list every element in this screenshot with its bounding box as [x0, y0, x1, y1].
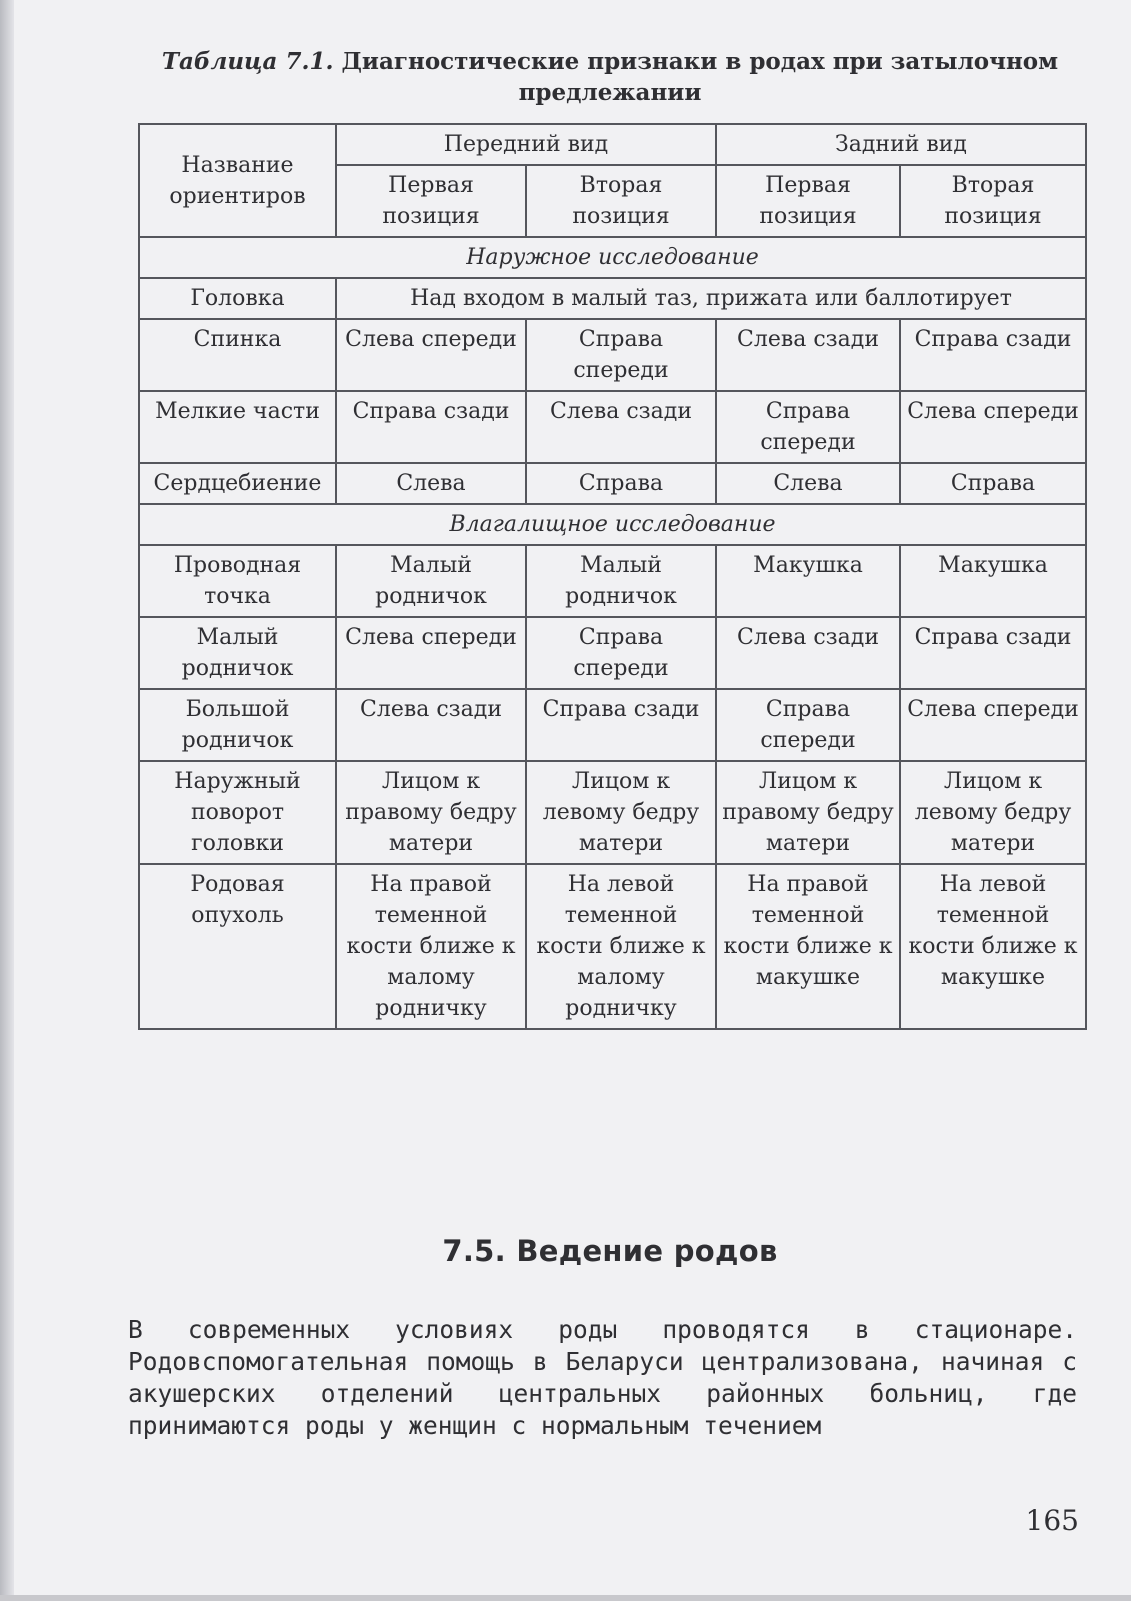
table-cell: Справа сзади: [336, 391, 526, 463]
table-cell: Лицом к правому бедру матери: [336, 761, 526, 864]
table-row: [139, 463, 1086, 504]
section-heading: 7.5. Ведение родов: [442, 1234, 778, 1268]
table-cell: Слева: [716, 463, 900, 504]
row-label: Проводная точка: [139, 545, 336, 617]
table-row: [139, 761, 1086, 864]
table-row: [139, 278, 1086, 319]
table-cell: Справа сзади: [526, 689, 716, 761]
header-anterior-first-position: Первая позиция: [336, 165, 526, 237]
table-caption: [130, 46, 1090, 108]
table-cell: Лицом к левому бедру матери: [900, 761, 1086, 864]
header-posterior-first-position: Первая позиция: [716, 165, 900, 237]
row-label: Малый родничок: [139, 617, 336, 689]
header-anterior-view: Передний вид: [336, 124, 716, 165]
table-cell: Справа: [526, 463, 716, 504]
table-row: [139, 864, 1086, 1029]
table-row: [139, 545, 1086, 617]
table-cell: На правой теменной кости ближе к макушке: [716, 864, 900, 1029]
table-cell: На левой теменной кости ближе к макушке: [900, 864, 1086, 1029]
row-label: Мелкие части: [139, 391, 336, 463]
row-label: Головка: [139, 278, 336, 319]
table-cell: Лицом к правому бедру матери: [716, 761, 900, 864]
table-cell: Справа спереди: [526, 319, 716, 391]
table-cell: Макушка: [716, 545, 900, 617]
table-cell: Малый родничок: [336, 545, 526, 617]
diagnostic-signs-table: [138, 123, 1087, 1030]
row-label: Наружный поворот головки: [139, 761, 336, 864]
table-row: [139, 689, 1086, 761]
table-cell: Слева сзади: [526, 391, 716, 463]
section-row-vaginal: [139, 504, 1086, 545]
row-label: Большой родничок: [139, 689, 336, 761]
row-label: Сердцебиение: [139, 463, 336, 504]
header-posterior-view: Задний вид: [716, 124, 1086, 165]
table-cell: Справа спереди: [716, 391, 900, 463]
section-label-external: Наружное исследование: [139, 237, 1086, 278]
table-cell: Макушка: [900, 545, 1086, 617]
header-landmark-name: Название ориентиров: [139, 124, 336, 237]
page-bottom-edge: [0, 1595, 1131, 1601]
table-cell: Малый родничок: [526, 545, 716, 617]
section-row-external: [139, 237, 1086, 278]
table-cell: Справа спереди: [526, 617, 716, 689]
table-cell: Над входом в малый таз, прижата или баллотирует: [336, 278, 1086, 319]
table-row: [139, 617, 1086, 689]
table-cell: Слева сзади: [716, 617, 900, 689]
table-cell: Слева сзади: [716, 319, 900, 391]
table-cell: На левой теменной кости ближе к малому родничку: [526, 864, 716, 1029]
page-left-edge: [0, 0, 14, 1601]
table-cell: Справа спереди: [716, 689, 900, 761]
table-caption-lead: Таблица 7.1.: [161, 48, 334, 75]
table-cell: На правой теменной кости ближе к малому родничку: [336, 864, 526, 1029]
table-row: [139, 319, 1086, 391]
page-number: 165: [1025, 1504, 1079, 1537]
table-cell: Слева: [336, 463, 526, 504]
header-anterior-second-position: Вторая позиция: [526, 165, 716, 237]
row-label: Родовая опухоль: [139, 864, 336, 1029]
table-cell: Слева спереди: [900, 391, 1086, 463]
table-cell: Слева спереди: [900, 689, 1086, 761]
table-cell: Справа: [900, 463, 1086, 504]
body-paragraph: В современных условиях роды проводятся в стационаре. Родовспомогательная помощь в Беларуси централизована, начиная с акушерских отделений центральных районных больниц, где принимаются роды у женщин с нормальным течением: [128, 1315, 1077, 1440]
table-cell: Справа сзади: [900, 319, 1086, 391]
table-caption-text: Диагностические признаки в родах при затылочном предлежании: [341, 48, 1059, 106]
table-cell: Справа сзади: [900, 617, 1086, 689]
table-cell: Слева спереди: [336, 319, 526, 391]
table-header-row: [139, 124, 1086, 165]
table-row: [139, 391, 1086, 463]
section-label-vaginal: Влагалищное исследование: [139, 504, 1086, 545]
header-posterior-second-position: Вторая позиция: [900, 165, 1086, 237]
table-cell: Слева спереди: [336, 617, 526, 689]
row-label: Спинка: [139, 319, 336, 391]
table-cell: Лицом к левому бедру матери: [526, 761, 716, 864]
table-cell: Слева сзади: [336, 689, 526, 761]
